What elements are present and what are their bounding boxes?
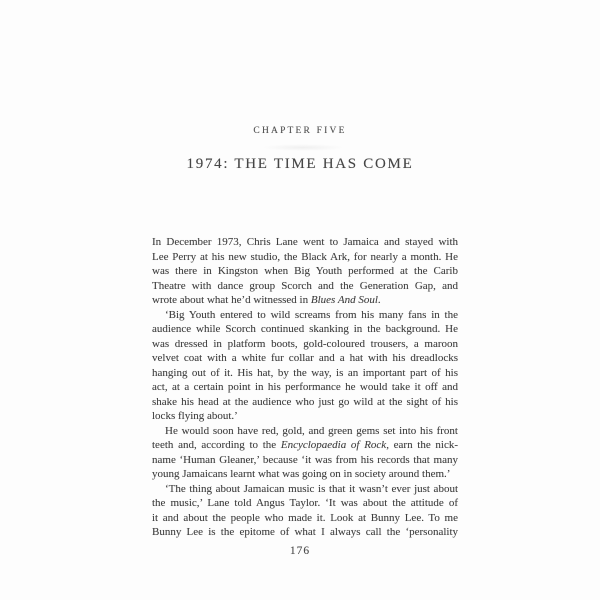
paragraph (152, 235, 458, 308)
text-line (152, 293, 458, 308)
text-segment: In December 1973, Chris Lane went to Jamaica and stayed with (152, 236, 458, 248)
italic-text-segment: Blues And Soul (310, 294, 378, 306)
text-segment: audience while Scorch continued skanking in the background. He (152, 323, 458, 335)
chapter-label: CHAPTER FIVE (253, 126, 347, 136)
text-segment: He would soon have red, gold, and green gems set into his front (165, 424, 458, 437)
text-line (152, 511, 458, 526)
text-segment: Bunny Lee is the epitome of what I always call the ‘personality (152, 526, 458, 538)
paragraph (152, 424, 458, 482)
paragraph (152, 482, 458, 540)
text-line (152, 264, 458, 279)
text-line (152, 496, 458, 511)
text-line (152, 409, 458, 424)
text-segment: teeth and, according to the (152, 439, 281, 451)
text-segment: , earn the nick- (386, 439, 459, 451)
text-segment: ‘Big Youth entered to wild screams from his many fans in the (165, 308, 458, 321)
text-segment: young Jamaicans learnt what was going on in society around them.’ (152, 468, 451, 480)
text-line (152, 250, 458, 265)
text-line (152, 337, 458, 352)
text-line (152, 366, 458, 381)
text-segment: act, at a certain point in his performance he would take it off and (152, 381, 458, 393)
text-line (152, 395, 458, 410)
text-segment: velvet coat with a white fur collar and a hat with his dreadlocks (152, 352, 458, 364)
text-line (152, 453, 458, 468)
text-segment: name ‘Human Gleaner,’ because ‘it was from his records that many (152, 453, 458, 466)
text-segment: was dressed in platform boots, gold-coloured trousers, a maroon (152, 337, 458, 350)
text-line (152, 525, 458, 540)
paragraph (152, 308, 458, 424)
page-number: 176 (289, 545, 311, 557)
text-segment: . (377, 294, 381, 306)
text-segment: wrote about what he’d witnessed in (152, 294, 311, 306)
text-line (152, 235, 458, 250)
text-line (152, 351, 458, 366)
italic-text-segment: Encyclopaedia of Rock (280, 439, 387, 451)
text-line (152, 438, 458, 453)
text-segment: Lee Perry at his new studio, the Black Ark, for nearly a month. He (152, 250, 458, 263)
text-segment: ‘The thing about Jamaican music is that it wasn’t ever just about (165, 482, 458, 495)
text-segment: it and about the people who made it. Look at Bunny Lee. To me (152, 511, 458, 524)
page-title: 1974: THE TIME HAS COME (186, 156, 414, 172)
body-text (152, 235, 458, 540)
text-segment: Theatre with dance group Scorch and the Generation Gap, and (152, 279, 458, 292)
text-segment: hanging out of it. His hat, by the way, is an important part of his (152, 366, 458, 379)
scan-smudge-artifact (262, 144, 344, 151)
text-line (152, 322, 458, 337)
text-line (152, 424, 458, 439)
text-line (152, 467, 458, 482)
text-line (152, 380, 458, 395)
text-segment: shake his head at the audience who just go wild at the sight of his (152, 395, 458, 408)
text-segment: was there in Kingston when Big Youth performed at the Carib (152, 265, 458, 277)
text-segment: locks flying about.’ (152, 410, 238, 422)
text-segment: the music,’ Lane told Angus Taylor. ‘It was about the attitude of (152, 497, 458, 509)
text-line (152, 308, 458, 323)
text-line (152, 279, 458, 294)
text-line (152, 482, 458, 497)
